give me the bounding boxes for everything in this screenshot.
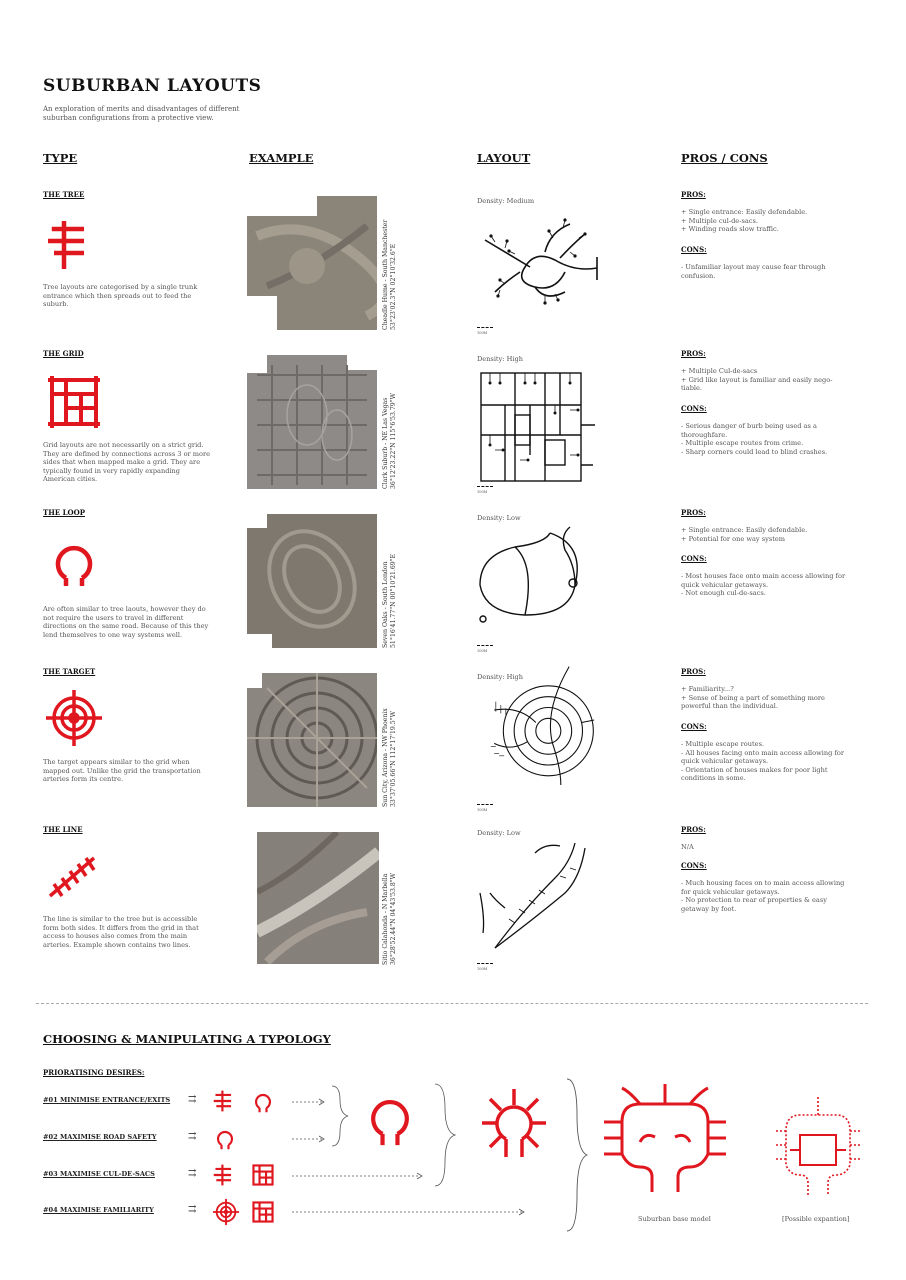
section-divider <box>36 1003 868 1004</box>
cons-heading: CONS: <box>681 861 707 870</box>
density-label: Density: Low <box>477 514 521 522</box>
desire-03: #03 MAXIMISE CUL-DE-SACS <box>43 1170 155 1178</box>
cons-list: - Much housing faces on to main access allowing for quick vehicular getaways. - No protection to rear of properties & easy getaway by foot. <box>681 879 845 913</box>
loop-spokes-icon <box>478 1085 550 1163</box>
scale-label: 100M <box>477 808 488 812</box>
desire-02: #02 MAXIMISE ROAD SAFETY <box>43 1133 157 1141</box>
scale-bar <box>477 804 493 805</box>
density-label: Density: Medium <box>477 197 535 205</box>
scale-label: 100M <box>477 967 488 971</box>
scale-label: 100M <box>477 649 488 653</box>
desire-01: #01 MINIMISE ENTRANCE/EXITS <box>43 1096 171 1104</box>
density-label: Density: High <box>477 673 523 681</box>
photo-caption: Seven Oaks - South London 51°16'41.77"N 00°10'21.69"E <box>382 553 397 648</box>
photo-caption: Clark Suburb - NE Las Vegas 36°12'23.22"N 115°6'53.79"W <box>382 393 397 489</box>
photo-caption: Cheadle Hume - South Manchester 53°23'02.3"N 02°10'32.6"E <box>382 219 397 330</box>
desire-04: #04 MAXIMISE FAMILIARITY <box>43 1206 154 1214</box>
page-title: SUBURBAN LAYOUTS <box>43 76 262 96</box>
target-layout-diagram <box>475 660 605 785</box>
page-subtitle: An exploration of merits and disadvantages of different suburban configurations from a protective view. <box>43 105 240 122</box>
density-label: Density: Low <box>477 829 521 837</box>
type-description: The line is similar to the tree but is accessible form both sides. It differs from the grid in that access to houses also comes from the main arteries. Example shown contains two lines. <box>43 915 199 949</box>
target-icon <box>44 688 104 748</box>
cons-heading: CONS: <box>681 554 707 563</box>
grid-icon <box>44 372 104 432</box>
pros-heading: PROS: <box>681 349 706 358</box>
cons-heading: CONS: <box>681 245 707 254</box>
column-header-pros-cons: PROS / CONS <box>681 151 768 165</box>
cons-heading: CONS: <box>681 404 707 413</box>
pros-heading: PROS: <box>681 825 706 834</box>
type-description: The target appears similar to the grid when mapped out. Unlike the grid the transportation arteries form its centre. <box>43 758 201 784</box>
brace <box>565 1075 589 1235</box>
double-arrow-icon: ⇉ <box>188 1131 197 1142</box>
target-icon <box>212 1198 240 1226</box>
aerial-photo <box>247 355 377 489</box>
type-description: Grid layouts are not necessarily on a strict grid. They are defined by connections across 3 or more sides that when mapped make a grid. They are typically found in very rapidly expanding American cities. <box>43 441 211 484</box>
cons-list: - Most houses face onto main access allowing for quick vehicular getaways. - Not enough cul-de-sacs. <box>681 572 846 598</box>
line-layout-diagram <box>475 838 605 963</box>
type-name: THE GRID <box>43 349 84 358</box>
scale-label: 100M <box>477 490 488 494</box>
cons-list: - Multiple escape routes. - All houses facing onto main access allowing for quick vehicular getaways. - Orientation of houses makes for poor light conditions in some. <box>681 740 845 783</box>
type-name: THE LINE <box>43 825 83 834</box>
tree-icon <box>212 1162 238 1188</box>
photo-caption: Sun City, Arizona - NW Phoenix 33°37'05.66"N 112°17'19.5"W <box>382 708 397 807</box>
type-description: Are often similar to tree laouts, however they do not require the users to travel in different directions on the same road. Because of this they lend themselves to one way systems well. <box>43 605 209 639</box>
scale-bar <box>477 327 493 328</box>
type-description: Tree layouts are categorised by a single trunk entrance which then spreads out to feed the suburb. <box>43 283 198 309</box>
pros-list: + Single entrance: Easily defendable. + Potential for one way system <box>681 526 808 543</box>
expansion-caption: [Possible expantion] <box>782 1215 850 1223</box>
grid-icon <box>250 1162 276 1188</box>
cons-heading: CONS: <box>681 722 707 731</box>
grid-layout-diagram <box>475 365 605 490</box>
photo-caption: Sitio Calahonda - N Marbella 36°28'52.44"N 04°43'53.8"W <box>382 872 397 965</box>
density-label: Density: High <box>477 355 523 363</box>
pros-list: + Familiarity...? + Sense of being a part of something more powerful than the individual. <box>681 685 825 711</box>
scale-label: 100M <box>477 331 488 335</box>
pros-heading: PROS: <box>681 508 706 517</box>
scale-bar <box>477 486 493 487</box>
aerial-photo <box>247 196 377 330</box>
tree-layout-diagram <box>475 212 605 337</box>
section2-title: CHOOSING & MANIPULATING A TYPOLOGY <box>43 1032 331 1046</box>
suburban-base-model <box>600 1082 730 1202</box>
tree-icon <box>44 215 104 275</box>
aerial-photo <box>257 832 379 964</box>
scale-bar <box>477 645 493 646</box>
grid-icon <box>250 1199 276 1225</box>
loop-icon <box>362 1090 418 1148</box>
loop-layout-diagram <box>475 525 605 650</box>
pros-heading: PROS: <box>681 190 706 199</box>
section2-subtitle: PRIORATISING DESIRES: <box>43 1068 145 1077</box>
double-arrow-icon: ⇉ <box>188 1094 197 1105</box>
type-name: THE TARGET <box>43 667 96 676</box>
aerial-photo <box>247 673 377 807</box>
type-name: THE LOOP <box>43 508 85 517</box>
pros-heading: PROS: <box>681 667 706 676</box>
type-name: THE TREE <box>43 190 85 199</box>
column-header-example: EXAMPLE <box>249 151 314 165</box>
base-model-caption: Suburban base model <box>638 1215 711 1223</box>
column-header-layout: LAYOUT <box>477 151 531 165</box>
cons-list: - Serious danger of burb being used as a thoroughfare. - Multiple escape routes from crime. - Sharp corners could lead to blind crashes. <box>681 422 828 456</box>
line-icon <box>44 848 104 908</box>
double-arrow-icon: ⇉ <box>188 1204 197 1215</box>
column-header-type: TYPE <box>43 151 78 165</box>
loop-icon <box>44 532 104 592</box>
pros-list: + Single entrance: Easily defendable. + Multiple cul-de-sacs. + Winding roads slow traffic. <box>681 208 808 234</box>
aerial-photo <box>247 514 377 648</box>
scale-bar <box>477 963 493 964</box>
pros-list: N/A <box>681 843 694 851</box>
loop-icon <box>250 1088 276 1114</box>
cons-list: - Unfamiliar layout may cause fear through confusion. <box>681 263 826 280</box>
pros-list: + Multiple Cul-de-sacs + Grid like layout is familiar and easily nego- tiable. <box>681 367 833 393</box>
tree-icon <box>212 1088 238 1114</box>
loop-icon <box>212 1125 238 1151</box>
possible-expansion-model <box>770 1095 866 1205</box>
double-arrow-icon: ⇉ <box>188 1168 197 1179</box>
